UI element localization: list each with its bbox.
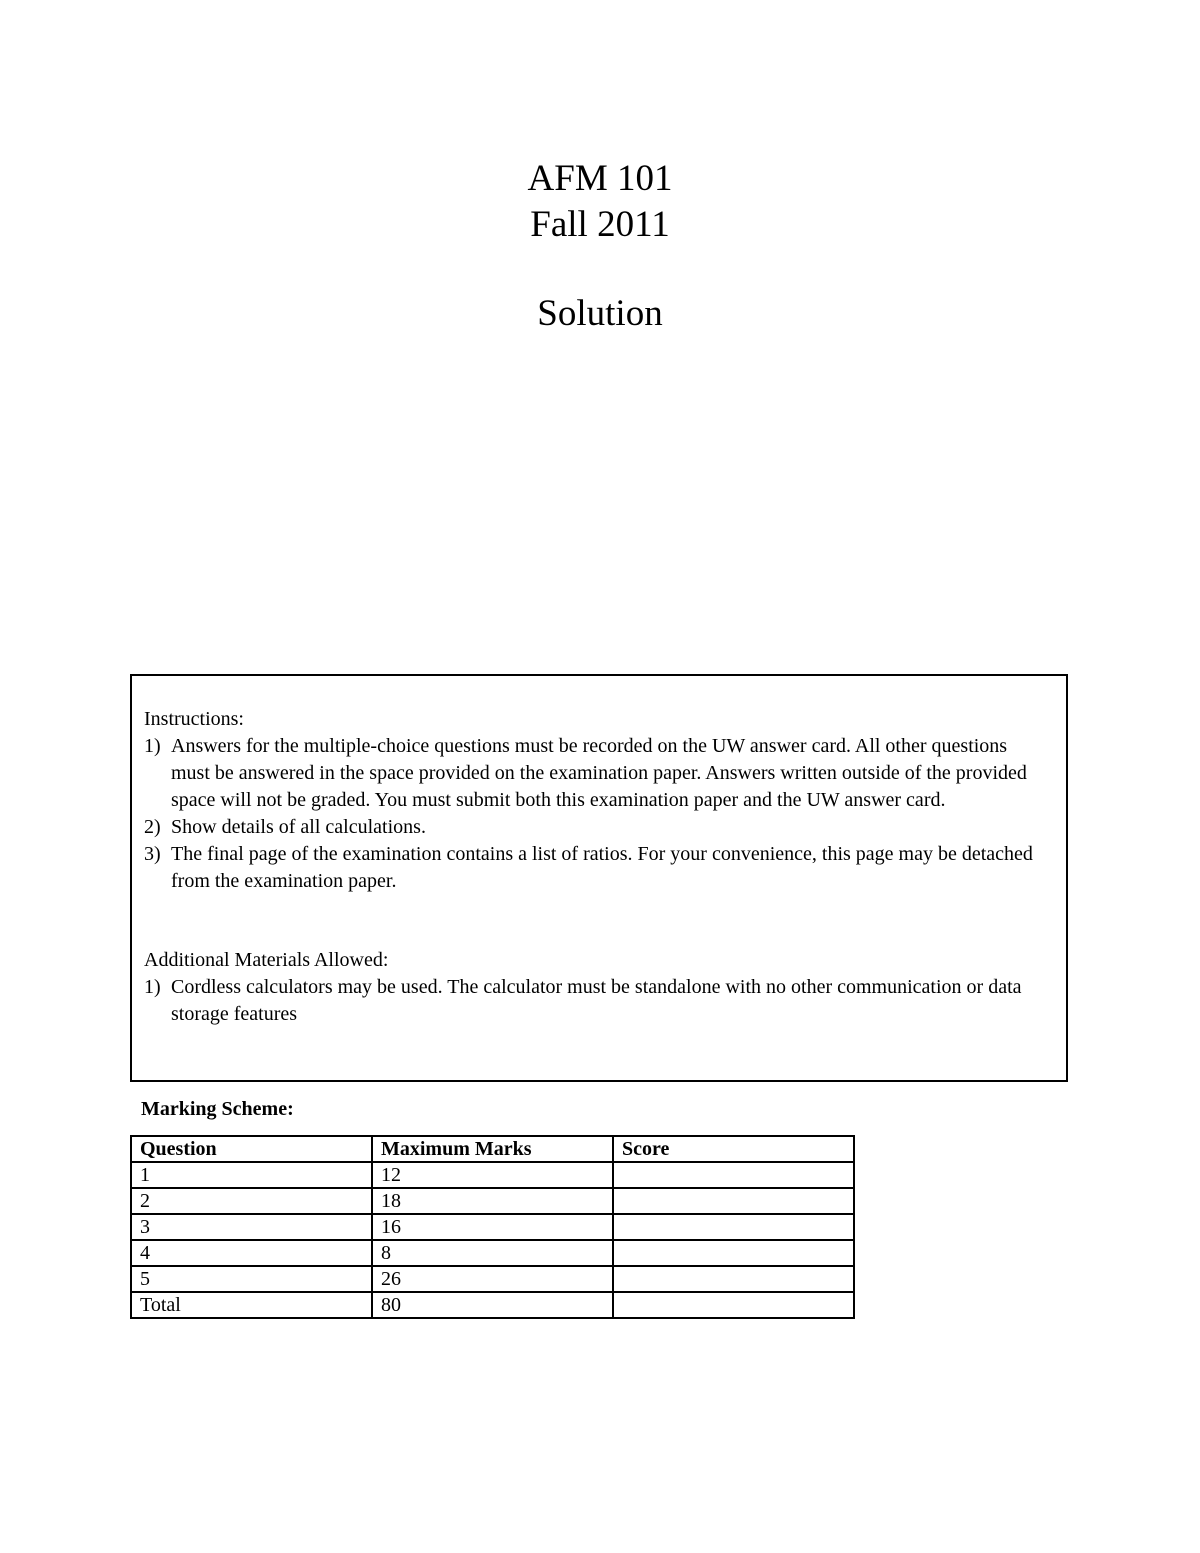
marking-scheme-table — [130, 1135, 855, 1319]
score-cell — [613, 1266, 854, 1292]
instruction-number: 2) — [144, 816, 161, 838]
table-row-total — [131, 1292, 854, 1318]
instruction-text: The final page of the examination contains a list of ratios. For your convenience, this page may be detached from the examination paper. — [171, 843, 1033, 892]
table-row — [131, 1162, 854, 1188]
max-marks-cell: 8 — [372, 1240, 613, 1266]
instructions-heading: Instructions: — [144, 708, 244, 730]
instruction-text: Answers for the multiple-choice questions must be recorded on the UW answer card. All other questions must be answered in the space provided on the examination paper. Answers written outside of the provided space will not be graded. You must submit both this examination paper and the UW answer card. — [171, 735, 1027, 811]
table-header-row — [131, 1136, 854, 1162]
instruction-item — [144, 814, 1041, 841]
instructions-list — [144, 733, 1066, 895]
question-cell: Total — [131, 1292, 372, 1318]
instruction-item — [144, 841, 1041, 895]
score-cell — [613, 1292, 854, 1318]
instruction-number: 3) — [144, 843, 161, 865]
material-number: 1) — [144, 976, 161, 998]
max-marks-cell: 12 — [372, 1162, 613, 1188]
question-cell: 2 — [131, 1188, 372, 1214]
instructions-box — [130, 674, 1068, 1082]
course-title: AFM 101 — [527, 158, 673, 199]
marking-scheme-label: Marking Scheme: — [141, 1098, 294, 1120]
instruction-number: 1) — [144, 735, 161, 757]
max-marks-cell: 26 — [372, 1266, 613, 1292]
spacer — [144, 895, 1066, 947]
max-marks-cell: 80 — [372, 1292, 613, 1318]
question-cell: 4 — [131, 1240, 372, 1266]
materials-heading: Additional Materials Allowed: — [144, 949, 389, 971]
materials-list — [144, 974, 1066, 1028]
instruction-item — [144, 733, 1041, 814]
table-row — [131, 1188, 854, 1214]
table-row — [131, 1240, 854, 1266]
table-row — [131, 1214, 854, 1240]
question-cell: 1 — [131, 1162, 372, 1188]
instruction-text: Show details of all calculations. — [171, 816, 426, 838]
score-cell — [613, 1188, 854, 1214]
material-item — [144, 974, 1041, 1028]
column-header-maximum-marks: Maximum Marks — [372, 1136, 613, 1162]
column-header-question: Question — [131, 1136, 372, 1162]
table-row — [131, 1266, 854, 1292]
term-title: Fall 2011 — [530, 204, 670, 245]
material-text: Cordless calculators may be used. The calculator must be standalone with no other communication or data storage features — [171, 976, 1022, 1025]
score-cell — [613, 1162, 854, 1188]
solution-title: Solution — [537, 293, 663, 334]
score-cell — [613, 1214, 854, 1240]
question-cell: 5 — [131, 1266, 372, 1292]
question-cell: 3 — [131, 1214, 372, 1240]
column-header-score: Score — [613, 1136, 854, 1162]
max-marks-cell: 16 — [372, 1214, 613, 1240]
score-cell — [613, 1240, 854, 1266]
max-marks-cell: 18 — [372, 1188, 613, 1214]
